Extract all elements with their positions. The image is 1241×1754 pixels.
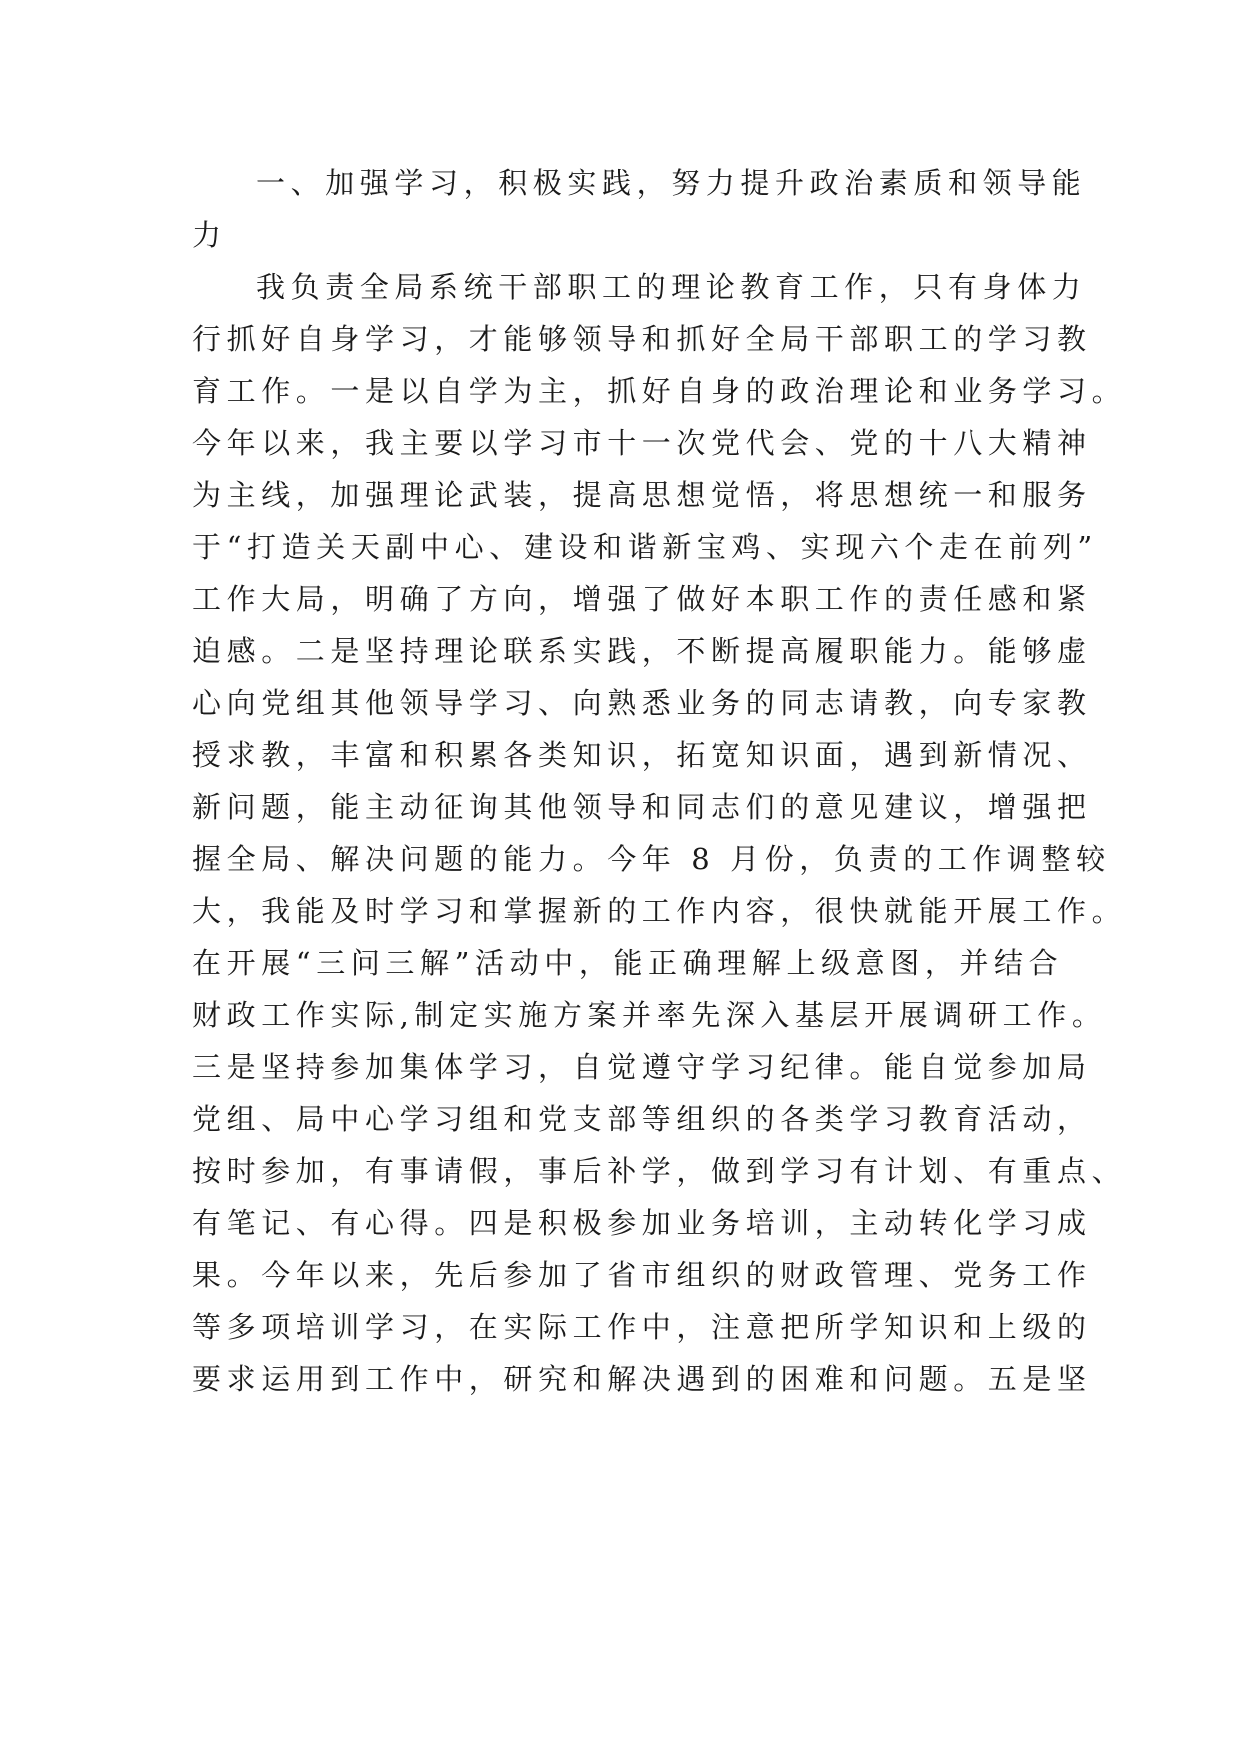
body-line: 要求运用到工作中，研究和解决遇到的困难和问题。五是坚 — [192, 1362, 1092, 1396]
body-line: 在开展“三问三解”活动中，能正确理解上级意图，并结合 — [192, 946, 1064, 980]
body-line: 育工作。一是以自学为主，抓好自身的政治理论和业务学习。 — [192, 374, 1127, 408]
body-line: 等多项培训学习，在实际工作中，注意把所学知识和上级的 — [192, 1310, 1092, 1344]
body-line: 新问题，能主动征询其他领导和同志们的意见建议，增强把 — [192, 790, 1092, 824]
body-line: 我负责全局系统干部职工的理论教育工作，只有身体力 — [256, 270, 1087, 304]
body-line: 授求教，丰富和积累各类知识，拓宽知识面，遇到新情况、 — [192, 738, 1092, 772]
body-line: 党组、局中心学习组和党支部等组织的各类学习教育活动， — [192, 1102, 1092, 1136]
body-line: 于“打造关天副中心、建设和谐新宝鸡、实现六个走在前列” — [192, 530, 1098, 564]
body-line: 为主线，加强理论武装，提高思想觉悟，将思想统一和服务 — [192, 478, 1092, 512]
body-line: 有笔记、有心得。四是积极参加业务培训，主动转化学习成 — [192, 1206, 1092, 1240]
body-line: 握全局、解决问题的能力。今年 8 月份，负责的工作调整较 — [192, 842, 1111, 876]
section-heading-line-2: 力 — [192, 218, 227, 252]
body-line: 迫感。二是坚持理论联系实践，不断提高履职能力。能够虚 — [192, 634, 1092, 668]
body-line: 心向党组其他领导学习、向熟悉业务的同志请教，向专家教 — [192, 686, 1092, 720]
body-line: 财政工作实际,制定实施方案并率先深入基层开展调研工作。 — [192, 998, 1107, 1032]
body-line: 行抓好自身学习，才能够领导和抓好全局干部职工的学习教 — [192, 322, 1092, 356]
body-line: 工作大局，明确了方向，增强了做好本职工作的责任感和紧 — [192, 582, 1092, 616]
section-heading-line-1: 一、加强学习，积极实践，努力提升政治素质和领导能 — [256, 166, 1087, 200]
body-line: 大，我能及时学习和掌握新的工作内容，很快就能开展工作。 — [192, 894, 1127, 928]
document-text — [192, 157, 1127, 1405]
body-line: 今年以来，我主要以学习市十一次党代会、党的十八大精神 — [192, 426, 1092, 460]
body-line: 按时参加，有事请假，事后补学，做到学习有计划、有重点、 — [192, 1154, 1127, 1188]
body-line: 果。今年以来，先后参加了省市组织的财政管理、党务工作 — [192, 1258, 1092, 1292]
body-line: 三是坚持参加集体学习，自觉遵守学习纪律。能自觉参加局 — [192, 1050, 1092, 1084]
